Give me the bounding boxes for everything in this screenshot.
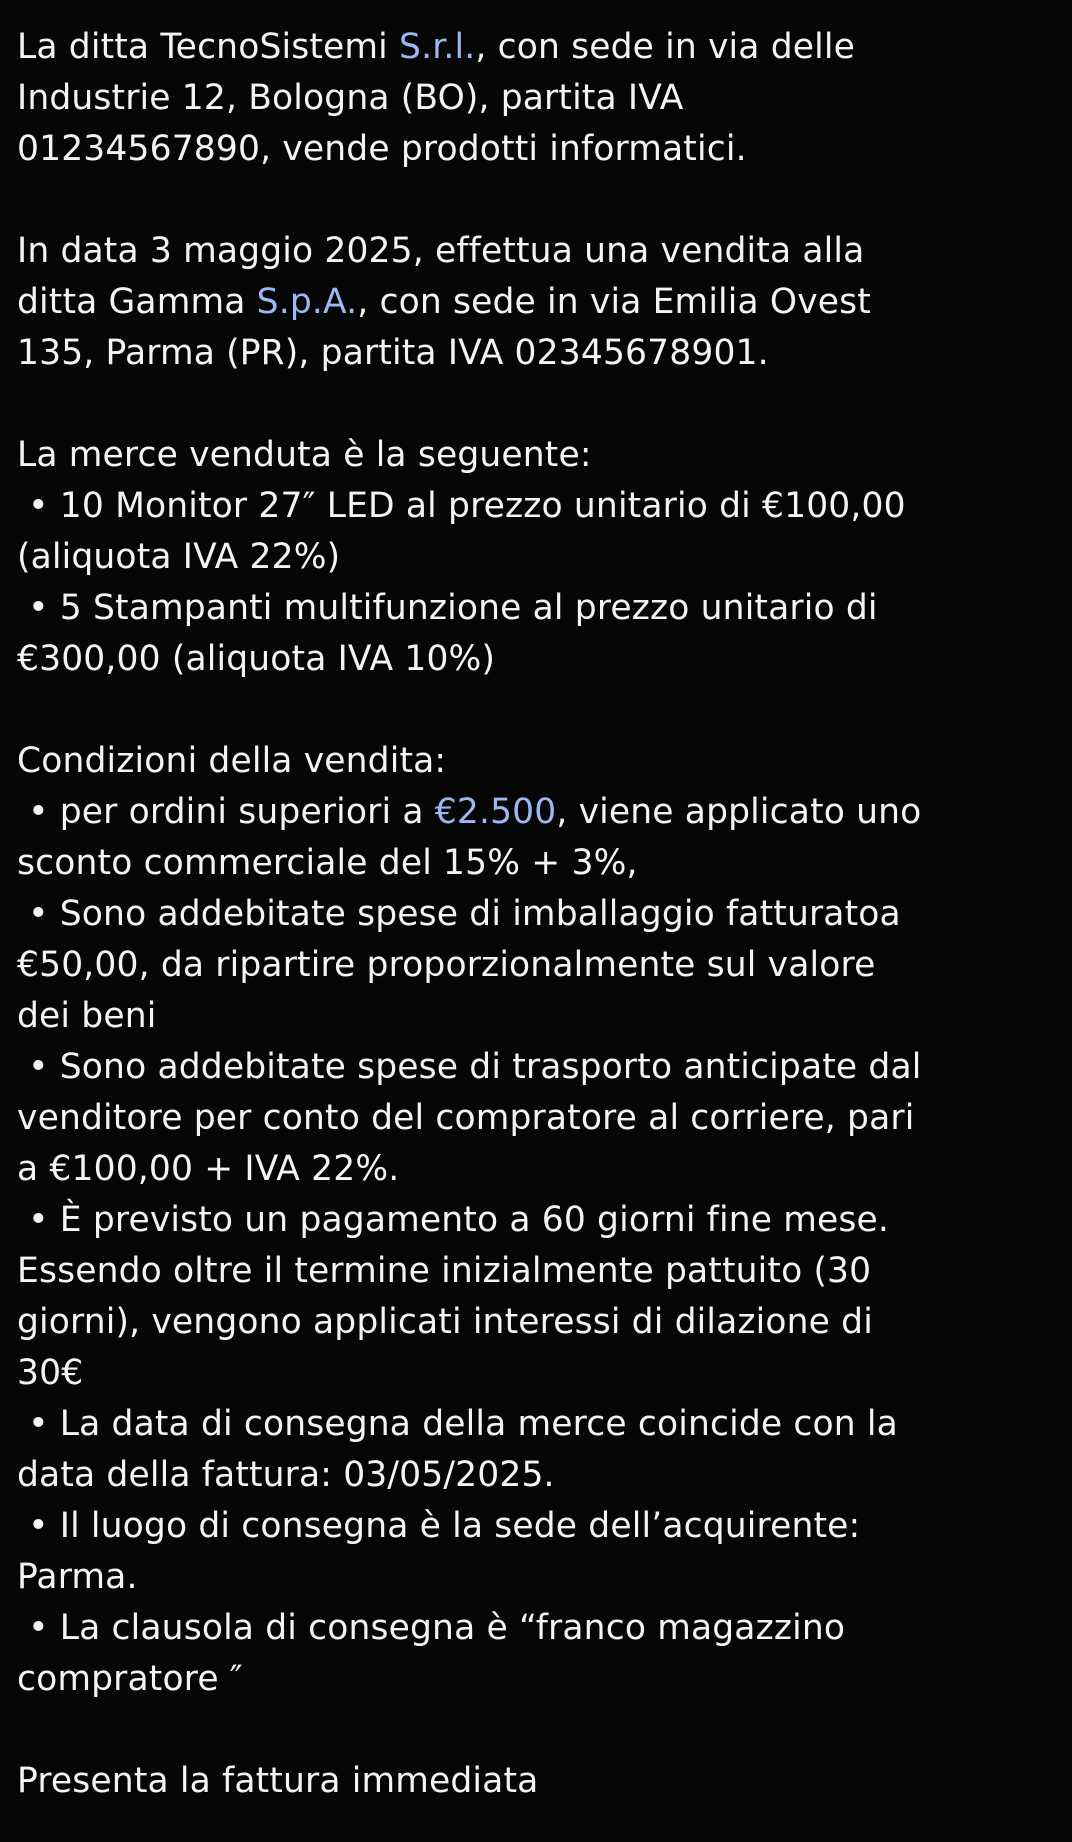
- paragraph-gap: [17, 175, 1057, 226]
- condition-4-line-1: • È previsto un pagamento a 60 giorni fine mese.: [28, 1200, 889, 1240]
- condition-6-line-1: • Il luogo di consegna è la sede dell’acquirente:: [28, 1506, 861, 1546]
- bullet-icon: •: [28, 1608, 49, 1648]
- message-text[interactable]: [17, 22, 1057, 1807]
- paragraph-gap: [17, 379, 1057, 430]
- goods-item-2-line-2: €300,00 (aliquota IVA 10%): [17, 639, 496, 679]
- intro-line-2: Industrie 12, Bologna (BO), partita IVA: [17, 78, 684, 118]
- condition-7-line-1: • La clausola di consegna è “franco magazzino: [28, 1608, 846, 1648]
- bullet-icon: •: [28, 1506, 49, 1546]
- goods-item-2-line-1: • 5 Stampanti multifunzione al prezzo unitario di: [28, 588, 878, 628]
- condition-7-line-2: compratore ″: [17, 1659, 243, 1699]
- condition-6-line-2: Parma.: [17, 1557, 138, 1597]
- company-suffix-link[interactable]: S.r.l.: [399, 27, 476, 67]
- condition-2-line-3: dei beni: [17, 996, 157, 1036]
- condition-1-line-2: sconto commerciale del 15% + 3%,: [17, 843, 638, 883]
- paragraph-gap: [17, 685, 1057, 736]
- bullet-icon: •: [28, 588, 49, 628]
- intro-line-1: La ditta TecnoSistemi S.r.l., con sede in via delle: [17, 27, 855, 67]
- goods-item-1-line-1: • 10 Monitor 27″ LED al prezzo unitario di €100,00: [28, 486, 906, 526]
- goods-item-1-line-2: (aliquota IVA 22%): [17, 537, 341, 577]
- condition-2-line-1: • Sono addebitate spese di imballaggio fatturatoa: [28, 894, 901, 934]
- sale-line-3: 135, Parma (PR), partita IVA 02345678901.: [17, 333, 769, 373]
- sale-line-2: ditta Gamma S.p.A., con sede in via Emilia Ovest: [17, 282, 871, 322]
- condition-3-line-3: a €100,00 + IVA 22%.: [17, 1149, 400, 1189]
- condition-4-line-3: giorni), vengono applicati interessi di dilazione di: [17, 1302, 873, 1342]
- buyer-suffix-link[interactable]: S.p.A.: [256, 282, 358, 322]
- condition-4-line-2: Essendo oltre il termine inizialmente pattuito (30: [17, 1251, 872, 1291]
- condition-3-line-2: venditore per conto del compratore al corriere, pari: [17, 1098, 915, 1138]
- bullet-icon: •: [28, 792, 49, 832]
- bullet-icon: •: [28, 1047, 49, 1087]
- closing-line: Presenta la fattura immediata: [17, 1761, 539, 1801]
- condition-3-line-1: • Sono addebitate spese di trasporto anticipate dal: [28, 1047, 922, 1087]
- bullet-icon: •: [28, 894, 49, 934]
- goods-heading: La merce venduta è la seguente:: [17, 435, 592, 475]
- bullet-icon: •: [28, 486, 49, 526]
- condition-5-line-1: • La data di consegna della merce coincide con la: [28, 1404, 898, 1444]
- bullet-icon: •: [28, 1404, 49, 1444]
- sale-line-1: In data 3 maggio 2025, effettua una vendita alla: [17, 231, 865, 271]
- condition-1-line-1: • per ordini superiori a €2.500, viene applicato uno: [28, 792, 922, 832]
- condition-4-line-4: 30€: [17, 1353, 84, 1393]
- amount-link[interactable]: €2.500: [434, 792, 557, 832]
- intro-line-3: 01234567890, vende prodotti informatici.: [17, 129, 747, 169]
- paragraph-gap: [17, 1705, 1057, 1756]
- conditions-heading: Condizioni della vendita:: [17, 741, 447, 781]
- condition-5-line-2: data della fattura: 03/05/2025.: [17, 1455, 555, 1495]
- condition-2-line-2: €50,00, da ripartire proporzionalmente sul valore: [17, 945, 876, 985]
- bullet-icon: •: [28, 1200, 49, 1240]
